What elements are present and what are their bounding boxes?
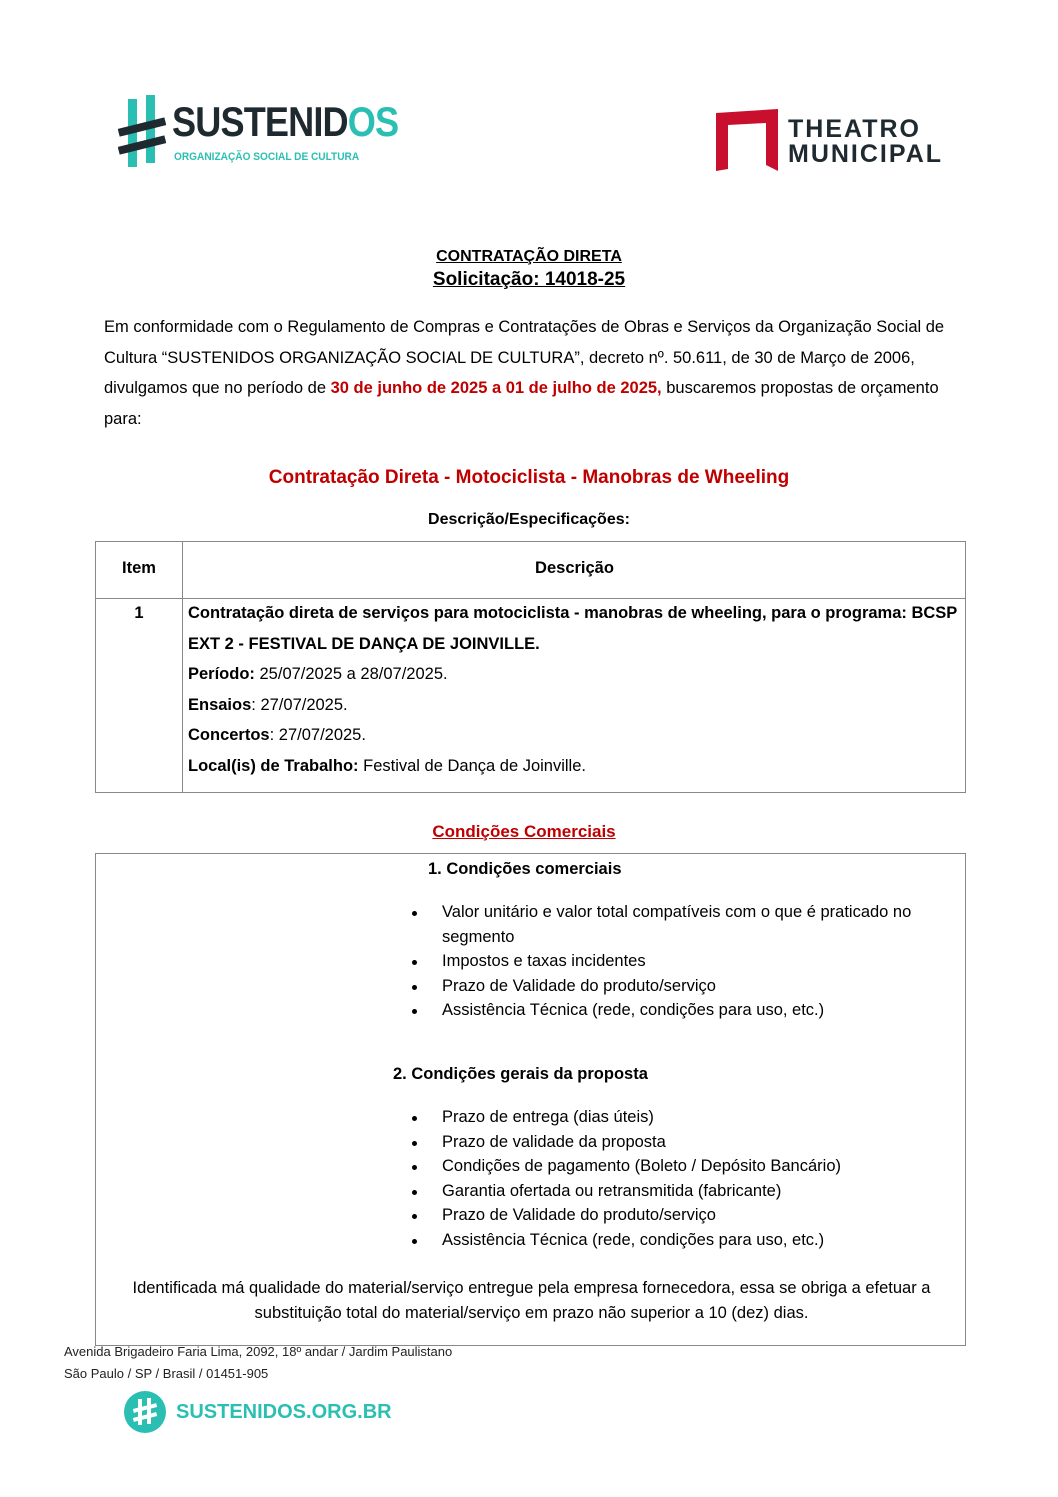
list-item: Garantia ofertada ou retransmitida (fabricante) (96, 1179, 956, 1204)
list-item: Valor unitário e valor total compatíveis com o que é praticado no segmento (96, 900, 956, 949)
footer-address-line1: Avenida Brigadeiro Faria Lima, 2092, 18º andar / Jardim Paulistano (64, 1344, 453, 1359)
list-item: Assistência Técnica (rede, condições para uso, etc.) (96, 998, 956, 1023)
footer-logo (124, 1391, 392, 1435)
footer-address-line2: São Paulo / SP / Brasil / 01451-905 (64, 1366, 269, 1381)
location-line: Local(is) de Trabalho: Festival de Dança de Joinville. (188, 756, 586, 775)
footer-site-link[interactable]: SUSTENIDOS.ORG.BR (176, 1401, 392, 1423)
theatro-municipal-logo (716, 109, 956, 173)
description-summary: Contratação direta de serviços para motociclista - manobras de wheeling, para o programa: BCSP EXT 2 - FESTIVAL DE DANÇA DE JOINVILLE. (188, 604, 958, 653)
closing-note: Identificada má qualidade do material/serviço entregue pela empresa fornecedora, essa se obriga a efetuar a substituição total do material/serviço em prazo não superior a 10 (dez) dias. (132, 1279, 931, 1322)
conditions-title: Condições Comerciais (432, 822, 616, 841)
theatro-logo-line1: THEATRO (788, 115, 921, 143)
list-item: Impostos e taxas incidentes (96, 949, 956, 974)
header-item: Item (122, 559, 156, 577)
sustenidos-logo (118, 95, 399, 175)
conditions-heading-2: 2. Condições gerais da proposta (393, 1065, 648, 1083)
theatro-logo-line2: MUNICIPAL (788, 140, 944, 168)
request-number: Solicitação: 14018-25 (432, 269, 626, 290)
sustenidos-logo-subtitle: ORGANIZAÇÃO SOCIAL DE CULTURA (174, 151, 360, 163)
hash-icon (124, 1391, 166, 1433)
period-highlight: 30 de junho de 2025 a 01 de julho de 2025, (330, 379, 662, 397)
list-item: Prazo de Validade do produto/serviço (96, 1203, 956, 1228)
rehearsal-line: Ensaios: 27/07/2025. (188, 695, 348, 714)
list-item: Condições de pagamento (Boleto / Depósito Bancário) (96, 1154, 956, 1179)
intro-paragraph: Em conformidade com o Regulamento de Compras e Contratações de Obras e Serviços da Organização Social de Cultura “SUSTENIDOS ORGANIZAÇÃO SOCIAL DE CULTURA”, decreto nº. 50.611, de 30 de Março de 2006, divulgamos que no período de 30 de junho de 2025 a 01 de julho de 2025, buscaremos propostas de orçamento para: (104, 318, 945, 428)
concert-line: Concertos: 27/07/2025. (188, 726, 366, 744)
theatro-mark-icon (716, 109, 778, 171)
document-title: CONTRATAÇÃO DIRETA (436, 248, 622, 265)
sustenidos-logo-name: SUSTENIDOS (172, 98, 399, 145)
conditions-heading-1: 1. Condições comerciais (428, 860, 622, 878)
conditions-box (95, 853, 966, 1346)
list-item: Prazo de entrega (dias úteis) (96, 1105, 956, 1130)
cell-item: 1 (134, 604, 144, 622)
section-title: Contratação Direta - Motociclista - Manobras de Wheeling (268, 467, 790, 488)
list-item: Prazo de Validade do produto/serviço (96, 974, 956, 999)
header-description: Descrição (535, 559, 614, 577)
conditions-list-1 (96, 900, 956, 1023)
conditions-list-2 (96, 1105, 956, 1252)
description-title: Descrição/Especificações: (428, 511, 630, 528)
hash-icon (118, 95, 166, 169)
list-item: Assistência Técnica (rede, condições para uso, etc.) (96, 1228, 956, 1253)
table-divider (182, 542, 183, 792)
cell-description (188, 598, 958, 781)
period-line: Período: 25/07/2025 a 28/07/2025. (188, 665, 448, 683)
specification-table (95, 541, 966, 793)
list-item: Prazo de validade da proposta (96, 1130, 956, 1155)
